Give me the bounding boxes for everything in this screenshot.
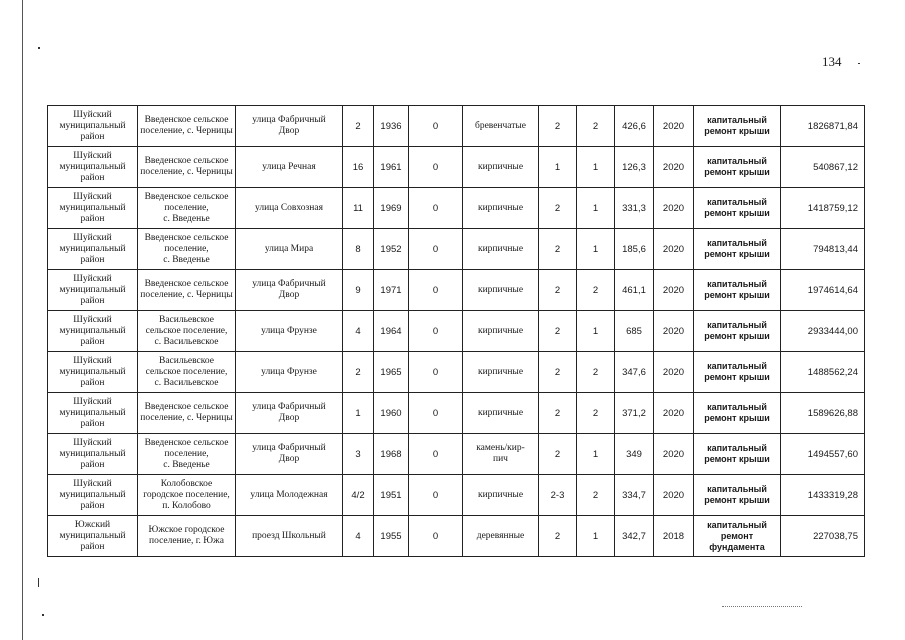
plan-year-cell: 2020	[654, 106, 694, 147]
district-cell: Южский муниципальный район	[48, 516, 138, 557]
zero-cell: 0	[409, 270, 463, 311]
street-cell: проезд Школьный	[236, 516, 343, 557]
work-type-cell: капитальный ремонт крыши	[694, 352, 781, 393]
house-number-cell: 16	[343, 147, 374, 188]
wall-material-cell: кирпичные	[463, 311, 539, 352]
entrances-cell: 1	[577, 188, 615, 229]
build-year-cell: 1951	[374, 475, 409, 516]
cost-cell: 540867,12	[781, 147, 865, 188]
plan-year-cell: 2020	[654, 475, 694, 516]
work-type-cell: капитальный ремонт фундамента	[694, 516, 781, 557]
house-number-cell: 9	[343, 270, 374, 311]
table-row	[48, 393, 865, 434]
cost-cell: 1418759,12	[781, 188, 865, 229]
area-cell: 349	[615, 434, 654, 475]
street-cell: улица Фрунзе	[236, 311, 343, 352]
work-type-cell: капитальный ремонт крыши	[694, 106, 781, 147]
district-cell: Шуйский муниципальный район	[48, 434, 138, 475]
scan-speck	[38, 47, 40, 49]
zero-cell: 0	[409, 188, 463, 229]
cost-cell: 2933444,00	[781, 311, 865, 352]
scan-speck	[858, 63, 860, 64]
cost-cell: 794813,44	[781, 229, 865, 270]
house-number-cell: 11	[343, 188, 374, 229]
entrances-cell: 2	[577, 106, 615, 147]
floors-cell: 2	[539, 434, 577, 475]
zero-cell: 0	[409, 147, 463, 188]
zero-cell: 0	[409, 106, 463, 147]
table-body	[48, 106, 865, 557]
wall-material-cell: кирпичные	[463, 475, 539, 516]
plan-year-cell: 2020	[654, 270, 694, 311]
cost-cell: 1974614,64	[781, 270, 865, 311]
area-cell: 426,6	[615, 106, 654, 147]
scan-speck	[38, 578, 39, 587]
scan-speck	[42, 614, 44, 616]
house-number-cell: 2	[343, 106, 374, 147]
page-number: 134	[822, 54, 842, 69]
settlement-cell: Васильевское сельское поселение, с. Васильевское	[138, 352, 236, 393]
settlement-cell: Введенское сельское поселение, с. Введенье	[138, 434, 236, 475]
settlement-cell: Южское городское поселение, г. Южа	[138, 516, 236, 557]
cost-cell: 1826871,84	[781, 106, 865, 147]
plan-year-cell: 2020	[654, 393, 694, 434]
settlement-cell: Введенское сельское поселение, с. Черницы	[138, 270, 236, 311]
plan-year-cell: 2020	[654, 229, 694, 270]
floors-cell: 2	[539, 106, 577, 147]
wall-material-cell: кирпичные	[463, 229, 539, 270]
entrances-cell: 2	[577, 393, 615, 434]
wall-material-cell: бревенчатые	[463, 106, 539, 147]
district-cell: Шуйский муниципальный район	[48, 229, 138, 270]
floors-cell: 2	[539, 270, 577, 311]
table-row	[48, 311, 865, 352]
table-row	[48, 352, 865, 393]
table-row	[48, 516, 865, 557]
wall-material-cell: кирпичные	[463, 188, 539, 229]
area-cell: 334,7	[615, 475, 654, 516]
settlement-cell: Введенское сельское поселение, с. Черницы	[138, 147, 236, 188]
house-number-cell: 3	[343, 434, 374, 475]
zero-cell: 0	[409, 311, 463, 352]
cost-cell: 1488562,24	[781, 352, 865, 393]
wall-material-cell: камень/кир- пич	[463, 434, 539, 475]
house-number-cell: 8	[343, 229, 374, 270]
wall-material-cell: кирпичные	[463, 352, 539, 393]
scan-left-edge	[22, 0, 23, 640]
plan-year-cell: 2020	[654, 311, 694, 352]
entrances-cell: 1	[577, 147, 615, 188]
area-cell: 185,6	[615, 229, 654, 270]
house-number-cell: 1	[343, 393, 374, 434]
house-number-cell: 4	[343, 311, 374, 352]
entrances-cell: 2	[577, 270, 615, 311]
plan-year-cell: 2018	[654, 516, 694, 557]
build-year-cell: 1955	[374, 516, 409, 557]
street-cell: улица Фрунзе	[236, 352, 343, 393]
entrances-cell: 2	[577, 475, 615, 516]
street-cell: улица Фабричный Двор	[236, 106, 343, 147]
cost-cell: 1494557,60	[781, 434, 865, 475]
district-cell: Шуйский муниципальный район	[48, 352, 138, 393]
wall-material-cell: кирпичные	[463, 393, 539, 434]
plan-year-cell: 2020	[654, 434, 694, 475]
work-type-cell: капитальный ремонт крыши	[694, 270, 781, 311]
area-cell: 342,7	[615, 516, 654, 557]
plan-year-cell: 2020	[654, 352, 694, 393]
settlement-cell: Введенское сельское поселение, с. Введенье	[138, 188, 236, 229]
build-year-cell: 1960	[374, 393, 409, 434]
district-cell: Шуйский муниципальный район	[48, 475, 138, 516]
zero-cell: 0	[409, 475, 463, 516]
area-cell: 461,1	[615, 270, 654, 311]
cost-cell: 227038,75	[781, 516, 865, 557]
work-type-cell: капитальный ремонт крыши	[694, 188, 781, 229]
street-cell: улица Молодежная	[236, 475, 343, 516]
district-cell: Шуйский муниципальный район	[48, 311, 138, 352]
table-row	[48, 475, 865, 516]
work-type-cell: капитальный ремонт крыши	[694, 229, 781, 270]
district-cell: Шуйский муниципальный район	[48, 106, 138, 147]
district-cell: Шуйский муниципальный район	[48, 188, 138, 229]
build-year-cell: 1965	[374, 352, 409, 393]
cost-cell: 1589626,88	[781, 393, 865, 434]
plan-year-cell: 2020	[654, 188, 694, 229]
house-number-cell: 2	[343, 352, 374, 393]
floors-cell: 2-3	[539, 475, 577, 516]
cost-cell: 1433319,28	[781, 475, 865, 516]
house-number-cell: 4/2	[343, 475, 374, 516]
floors-cell: 2	[539, 352, 577, 393]
housing-repair-table	[47, 105, 865, 557]
street-cell: улица Фабричный Двор	[236, 393, 343, 434]
street-cell: улица Мира	[236, 229, 343, 270]
street-cell: улица Фабричный Двор	[236, 434, 343, 475]
floors-cell: 2	[539, 229, 577, 270]
work-type-cell: капитальный ремонт крыши	[694, 475, 781, 516]
settlement-cell: Колобовское городское поселение, п. Колобово	[138, 475, 236, 516]
wall-material-cell: кирпичные	[463, 147, 539, 188]
entrances-cell: 1	[577, 229, 615, 270]
district-cell: Шуйский муниципальный район	[48, 270, 138, 311]
work-type-cell: капитальный ремонт крыши	[694, 434, 781, 475]
street-cell: улица Речная	[236, 147, 343, 188]
area-cell: 126,3	[615, 147, 654, 188]
entrances-cell: 2	[577, 352, 615, 393]
table-row	[48, 106, 865, 147]
table-row	[48, 188, 865, 229]
work-type-cell: капитальный ремонт крыши	[694, 311, 781, 352]
table-row	[48, 434, 865, 475]
build-year-cell: 1936	[374, 106, 409, 147]
zero-cell: 0	[409, 393, 463, 434]
table-row	[48, 229, 865, 270]
entrances-cell: 1	[577, 516, 615, 557]
floors-cell: 2	[539, 311, 577, 352]
build-year-cell: 1964	[374, 311, 409, 352]
zero-cell: 0	[409, 352, 463, 393]
table-row	[48, 147, 865, 188]
zero-cell: 0	[409, 516, 463, 557]
work-type-cell: капитальный ремонт крыши	[694, 147, 781, 188]
settlement-cell: Васильевское сельское поселение, с. Васильевское	[138, 311, 236, 352]
build-year-cell: 1952	[374, 229, 409, 270]
floors-cell: 1	[539, 147, 577, 188]
build-year-cell: 1968	[374, 434, 409, 475]
area-cell: 331,3	[615, 188, 654, 229]
floors-cell: 2	[539, 516, 577, 557]
settlement-cell: Введенское сельское поселение, с. Введенье	[138, 229, 236, 270]
entrances-cell: 1	[577, 434, 615, 475]
build-year-cell: 1971	[374, 270, 409, 311]
build-year-cell: 1961	[374, 147, 409, 188]
build-year-cell: 1969	[374, 188, 409, 229]
zero-cell: 0	[409, 434, 463, 475]
floors-cell: 2	[539, 393, 577, 434]
wall-material-cell: деревянные	[463, 516, 539, 557]
street-cell: улица Совхозная	[236, 188, 343, 229]
house-number-cell: 4	[343, 516, 374, 557]
settlement-cell: Введенское сельское поселение, с. Черницы	[138, 393, 236, 434]
area-cell: 347,6	[615, 352, 654, 393]
area-cell: 685	[615, 311, 654, 352]
zero-cell: 0	[409, 229, 463, 270]
scan-dotted-mark	[722, 606, 802, 608]
table-row	[48, 270, 865, 311]
work-type-cell: капитальный ремонт крыши	[694, 393, 781, 434]
plan-year-cell: 2020	[654, 147, 694, 188]
floors-cell: 2	[539, 188, 577, 229]
settlement-cell: Введенское сельское поселение, с. Черницы	[138, 106, 236, 147]
entrances-cell: 1	[577, 311, 615, 352]
wall-material-cell: кирпичные	[463, 270, 539, 311]
area-cell: 371,2	[615, 393, 654, 434]
district-cell: Шуйский муниципальный район	[48, 147, 138, 188]
district-cell: Шуйский муниципальный район	[48, 393, 138, 434]
street-cell: улица Фабричный Двор	[236, 270, 343, 311]
